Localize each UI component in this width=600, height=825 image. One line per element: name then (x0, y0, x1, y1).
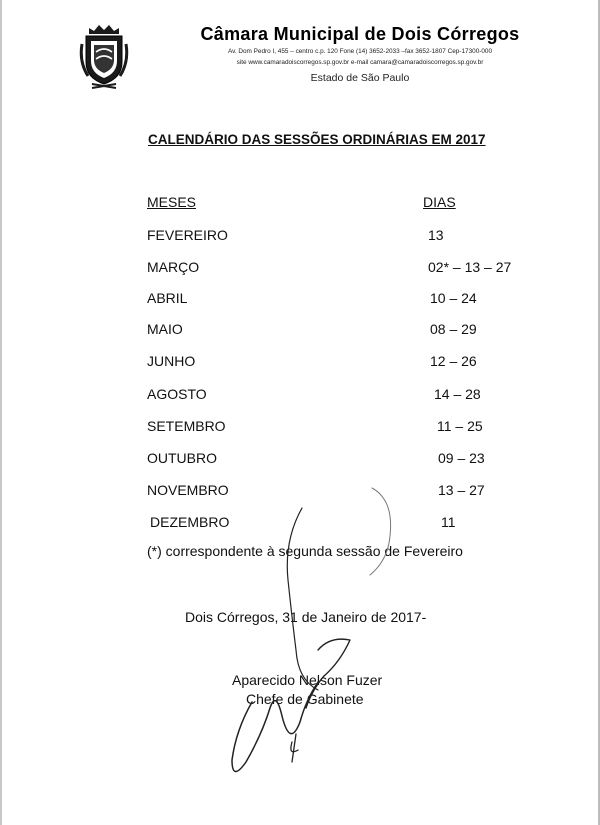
footnote: (*) correspondente à segunda sessão de Fevereiro (147, 543, 463, 559)
signatory-role: Chefe de Gabinete (246, 691, 364, 707)
table-row (0, 259, 600, 279)
days-cell: 13 (428, 227, 444, 243)
address-line: Av. Dom Pedro I, 455 – centro c.p. 120 Fone (14) 3652-2033 –fax 3652-1807 Cep-17300-000 (227, 48, 493, 55)
month-cell: ABRIL (147, 290, 188, 306)
days-cell: 12 – 26 (430, 353, 477, 369)
table-row (0, 353, 600, 373)
days-cell: 14 – 28 (434, 386, 481, 402)
state-line: Estado de São Paulo (310, 72, 410, 84)
column-header-days: DIAS (423, 194, 456, 210)
month-cell: SETEMBRO (147, 418, 226, 434)
days-cell: 08 – 29 (430, 321, 477, 337)
month-cell: FEVEREIRO (147, 227, 228, 243)
month-cell: AGOSTO (147, 386, 207, 402)
institution-name: Câmara Municipal de Dois Córregos (200, 24, 520, 44)
place-and-date: Dois Córregos, 31 de Janeiro de 2017- (185, 609, 427, 625)
table-row (0, 386, 600, 406)
days-cell: 13 – 27 (438, 482, 485, 498)
table-row (0, 418, 600, 438)
table-row (0, 290, 600, 310)
month-cell: OUTUBRO (147, 450, 217, 466)
days-cell: 02* – 13 – 27 (428, 259, 512, 275)
month-cell: JUNHO (147, 353, 196, 369)
table-row (0, 227, 600, 247)
month-cell: NOVEMBRO (147, 482, 229, 498)
table-row (0, 514, 600, 534)
table-row (0, 321, 600, 341)
month-cell: MARÇO (147, 259, 200, 275)
scan-edge-left (0, 0, 2, 825)
table-row (0, 482, 600, 502)
document-title: CALENDÁRIO DAS SESSÕES ORDINÁRIAS EM 2017 (148, 132, 486, 147)
month-cell: MAIO (147, 321, 183, 337)
days-cell: 10 – 24 (430, 290, 477, 306)
signatory-name: Aparecido Nelson Fuzer (232, 672, 383, 688)
days-cell: 11 (441, 514, 456, 530)
table-row (0, 450, 600, 470)
letterhead (180, 24, 540, 84)
days-cell: 11 – 25 (437, 418, 483, 434)
municipal-coat-of-arms-icon (78, 22, 130, 90)
column-header-months: MESES (147, 194, 197, 210)
contact-line: site www.camaradoiscorregos.sp.gov.br e-mail camara@camaradoiscorregos.sp.gov.br (236, 59, 484, 66)
month-cell: DEZEMBRO (150, 514, 230, 530)
days-cell: 09 – 23 (438, 450, 485, 466)
